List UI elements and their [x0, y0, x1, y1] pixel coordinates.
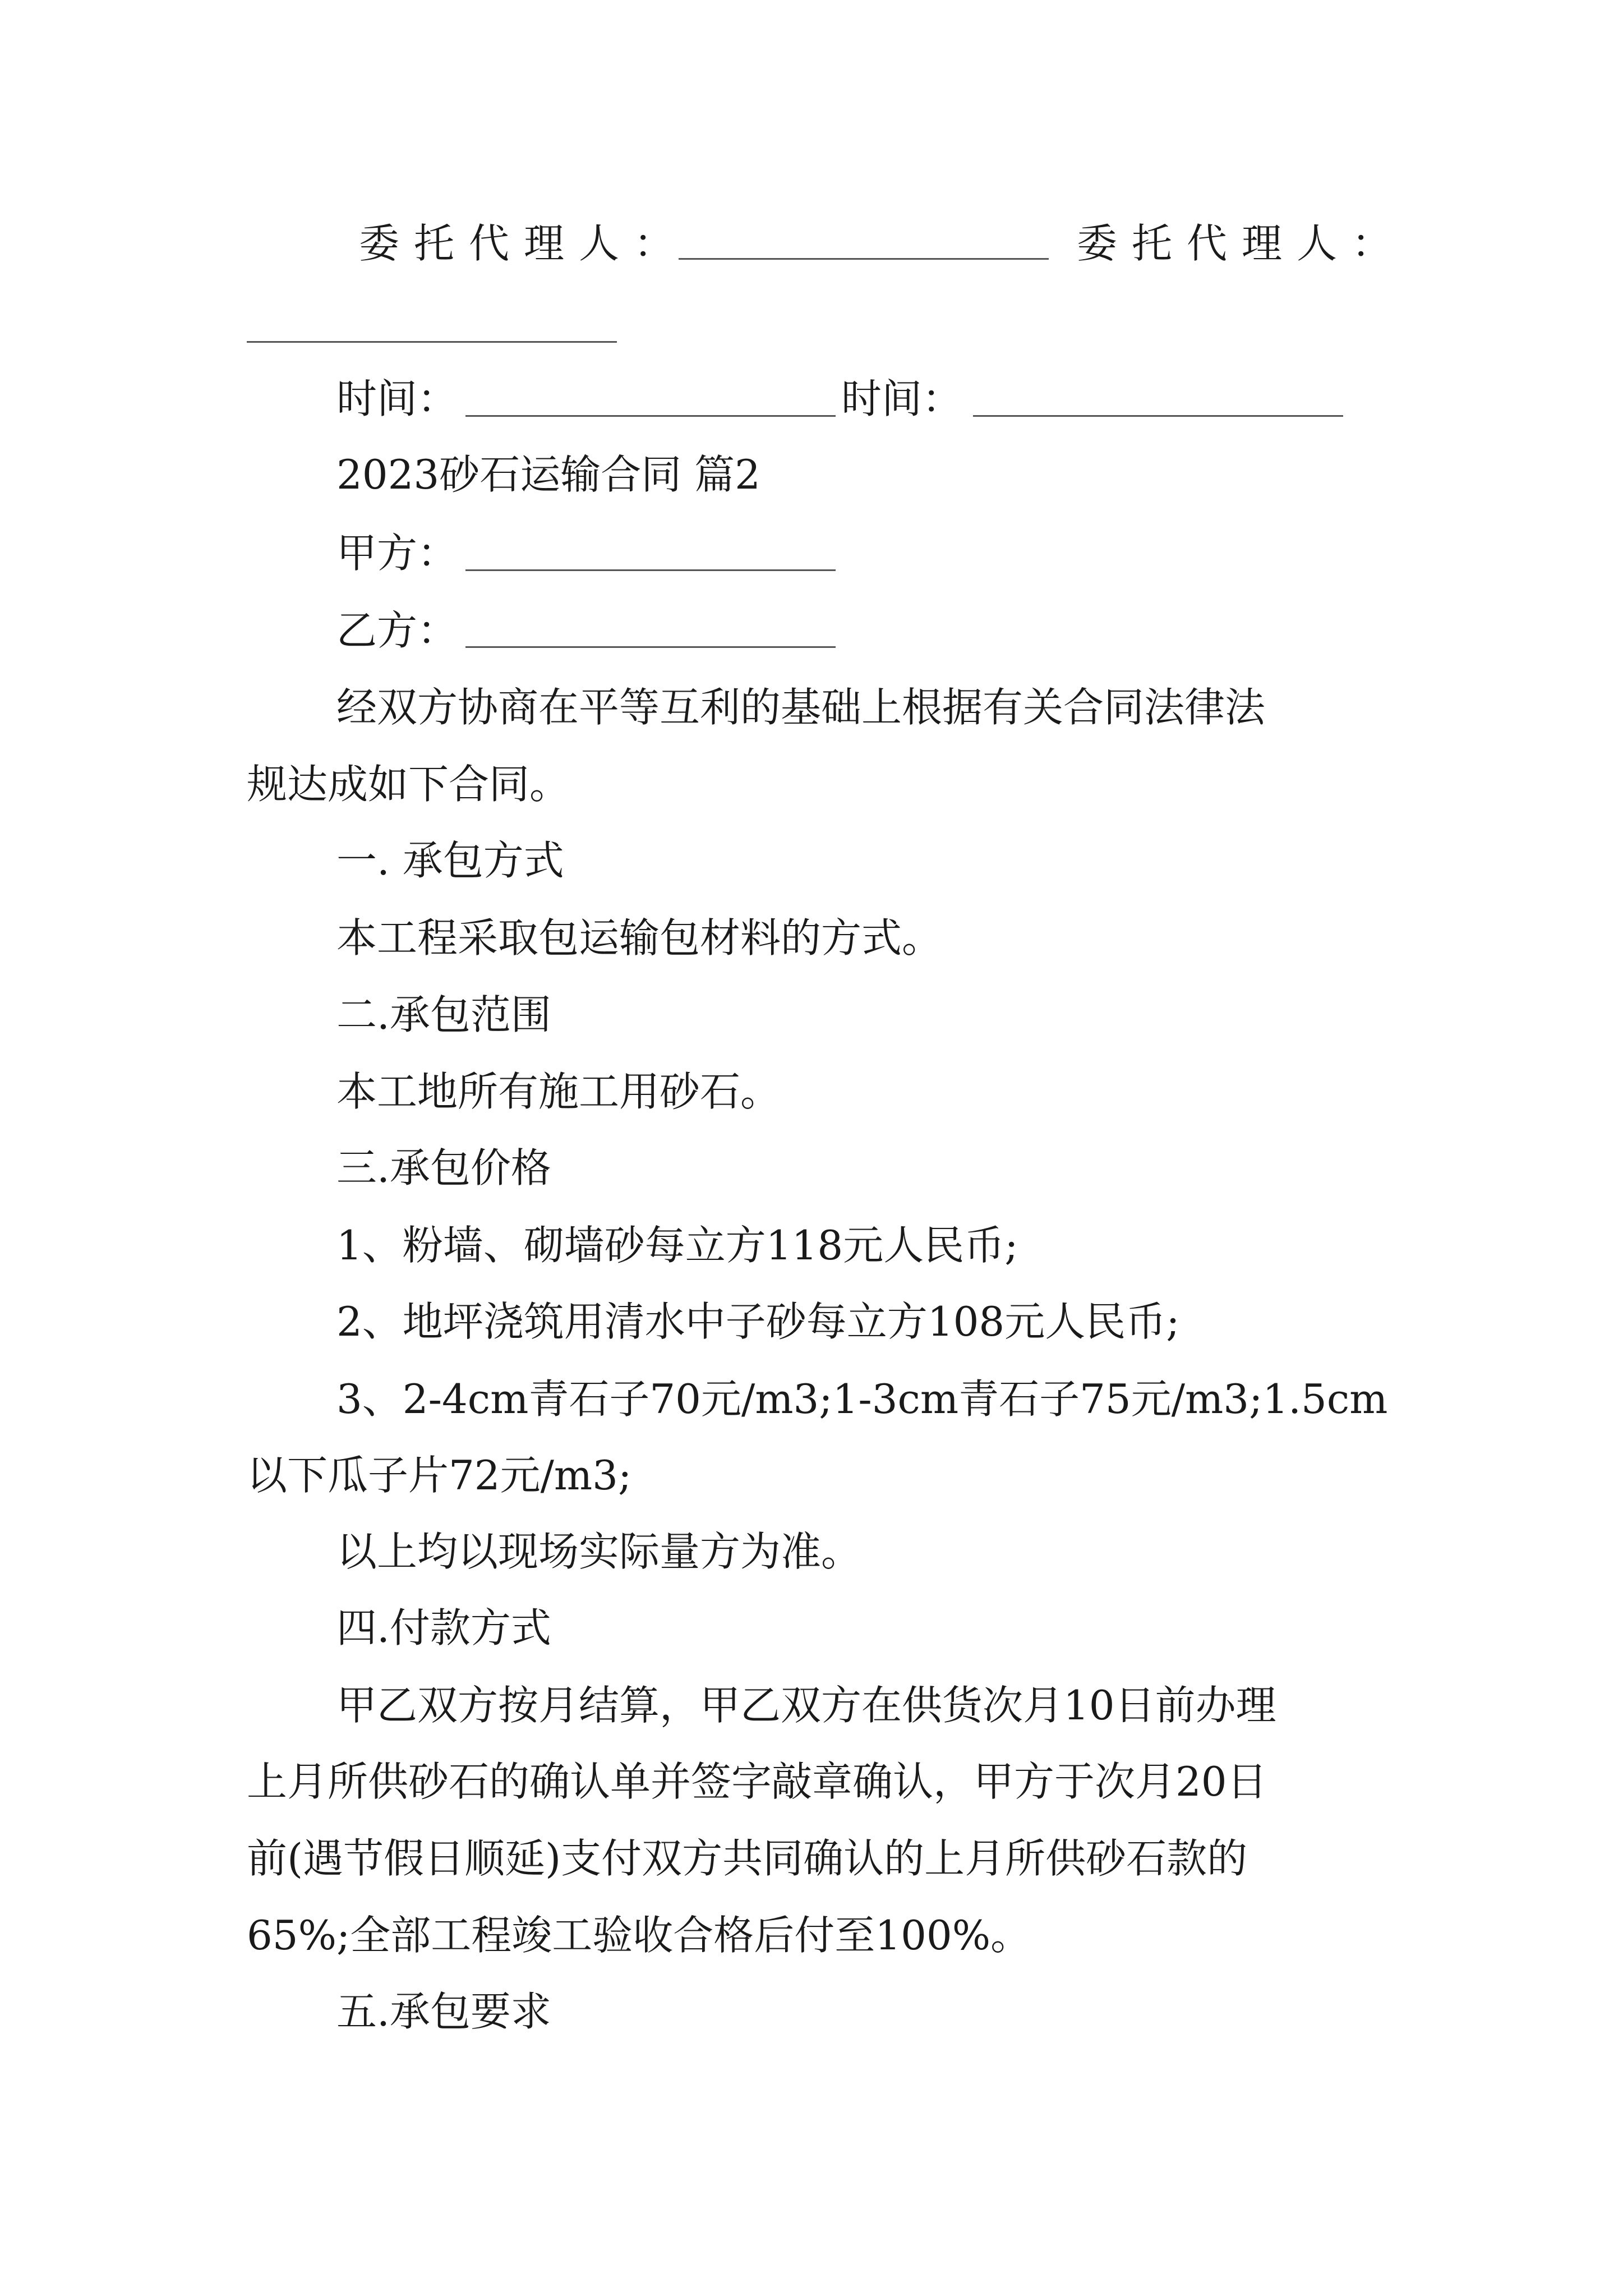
agent-blank-right	[247, 307, 617, 343]
party-a-blank	[465, 536, 836, 571]
party-a-label: 甲方：	[336, 530, 458, 577]
agent-label-left	[359, 220, 689, 267]
party-b-label: 乙方：	[336, 607, 458, 654]
section-3-item-3-line-2: 以下瓜子片72元/m3;	[247, 1452, 632, 1499]
time-blank-left	[465, 381, 836, 417]
section-3-note: 以上均以现场实际量方为准。	[336, 1528, 862, 1575]
section-3-item-1: 1、粉墙、砌墙砂每立方118元人民币;	[336, 1222, 1018, 1269]
agent-blank-left	[679, 224, 1049, 260]
section-4-title: 四.付款方式	[336, 1604, 551, 1651]
contract-heading: 2023砂石运输合同 篇2	[336, 451, 760, 498]
agent-label-left-text: 委托代理人：	[359, 220, 689, 267]
intro-line-2: 规达成如下合同。	[247, 761, 570, 808]
section-4-line-4: 65%;全部工程竣工验收合格后付至100%。	[247, 1912, 1031, 1959]
section-2-text: 本工地所有施工用砂石。	[336, 1068, 781, 1115]
time-label-left: 时间：	[336, 375, 458, 422]
section-1-title: 一. 承包方式	[336, 837, 564, 884]
section-3-item-3-line-1: 3、2-4cm青石子70元/m3;1-3cm青石子75元/m3;1.5cm	[336, 1375, 1388, 1423]
section-5-title: 五.承包要求	[336, 1988, 551, 2035]
agent-label-right	[1077, 220, 1407, 267]
section-3-title: 三.承包价格	[336, 1144, 551, 1191]
section-4-line-1: 甲乙双方按月结算，甲乙双方在供货次月10日前办理	[336, 1682, 1276, 1729]
section-1-text: 本工程采取包运输包材料的方式。	[336, 914, 943, 961]
section-3-item-2: 2、地坪浇筑用清水中子砂每立方108元人民币;	[336, 1298, 1180, 1345]
time-blank-right	[973, 381, 1343, 417]
agent-label-right-text: 委托代理人：	[1077, 220, 1407, 267]
time-label-right: 时间：	[841, 375, 963, 422]
intro-line-1: 经双方协商在平等互利的基础上根据有关合同法律法	[336, 684, 1266, 731]
section-4-line-3: 前(遇节假日顺延)支付双方共同确认的上月所供砂石款的	[247, 1835, 1248, 1882]
section-4-line-2: 上月所供砂石的确认单并签字敲章确认，甲方于次月20日	[247, 1758, 1267, 1805]
section-2-title: 二.承包范围	[336, 991, 551, 1038]
party-b-blank	[465, 613, 836, 648]
